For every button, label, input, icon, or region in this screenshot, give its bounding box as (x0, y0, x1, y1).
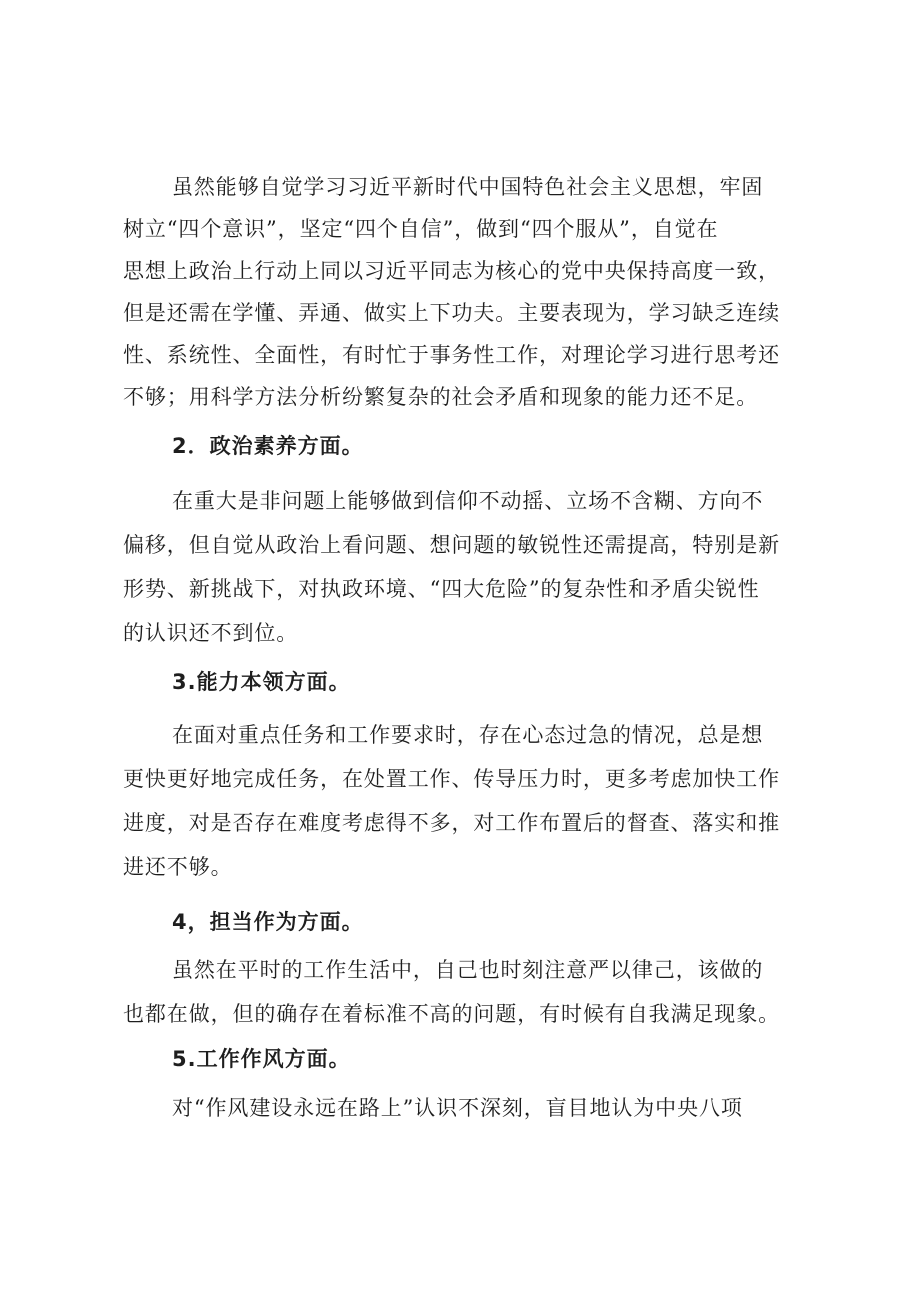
paragraph-line: 更快更好地完成任务，在处置工作、传导压力时，更多考虑加快工作 (123, 767, 780, 791)
paragraph-line: 虽然能够自觉学习习近平新时代中国特色社会主义思想，牢固 (172, 175, 764, 199)
paragraph-line: 也都在做，但的确存在着标准不高的问题，有时候有自我满足现象。 (123, 1002, 780, 1026)
paragraph-line: 虽然在平时的工作生活中，自己也时刻注意严以律己，该做的 (172, 958, 764, 982)
section-heading: 3.能力本领方面。 (172, 670, 351, 694)
paragraph-line: 性、系统性、全面性，有时忙于事务性工作，对理论学习进行思考还 (123, 343, 780, 367)
paragraph-line: 对“作风建设永远在路上”认识不深刻，盲目地认为中央八项 (172, 1096, 743, 1120)
section-heading: 5.工作作风方面。 (172, 1047, 351, 1071)
paragraph-line: 形势、新挑战下，对执政环境、“四大危险”的复杂性和矛盾尖锐性 (123, 577, 760, 601)
paragraph-line: 但是还需在学懂、弄通、做实上下功夫。主要表现为，学习缺乏连续 (123, 301, 780, 325)
paragraph-line: 进度，对是否存在难度考虑得不多，对工作布置后的督查、落实和推 (123, 811, 780, 835)
paragraph-line: 思想上政治上行动上同以习近平同志为核心的党中央保持高度一致， (123, 259, 780, 283)
paragraph-line: 在重大是非问题上能够做到信仰不动摇、立场不含糊、方向不 (172, 489, 764, 513)
paragraph-line: 偏移，但自觉从政治上看问题、想问题的敏锐性还需提高，特别是新 (123, 533, 780, 557)
paragraph-line: 进还不够。 (123, 855, 233, 879)
paragraph-line: 树立“四个意识”，坚定“四个自信”，做到“四个服从”，自觉在 (123, 217, 719, 241)
paragraph-line: 的认识还不到位。 (123, 621, 299, 645)
section-heading: 2．政治素养方面。 (172, 434, 364, 458)
paragraph-line: 在面对重点任务和工作要求时，存在心态过急的情况，总是想 (172, 723, 764, 747)
section-heading: 4，担当作为方面。 (172, 910, 364, 934)
paragraph-line: 不够；用科学方法分析纷繁复杂的社会矛盾和现象的能力还不足。 (123, 385, 759, 409)
